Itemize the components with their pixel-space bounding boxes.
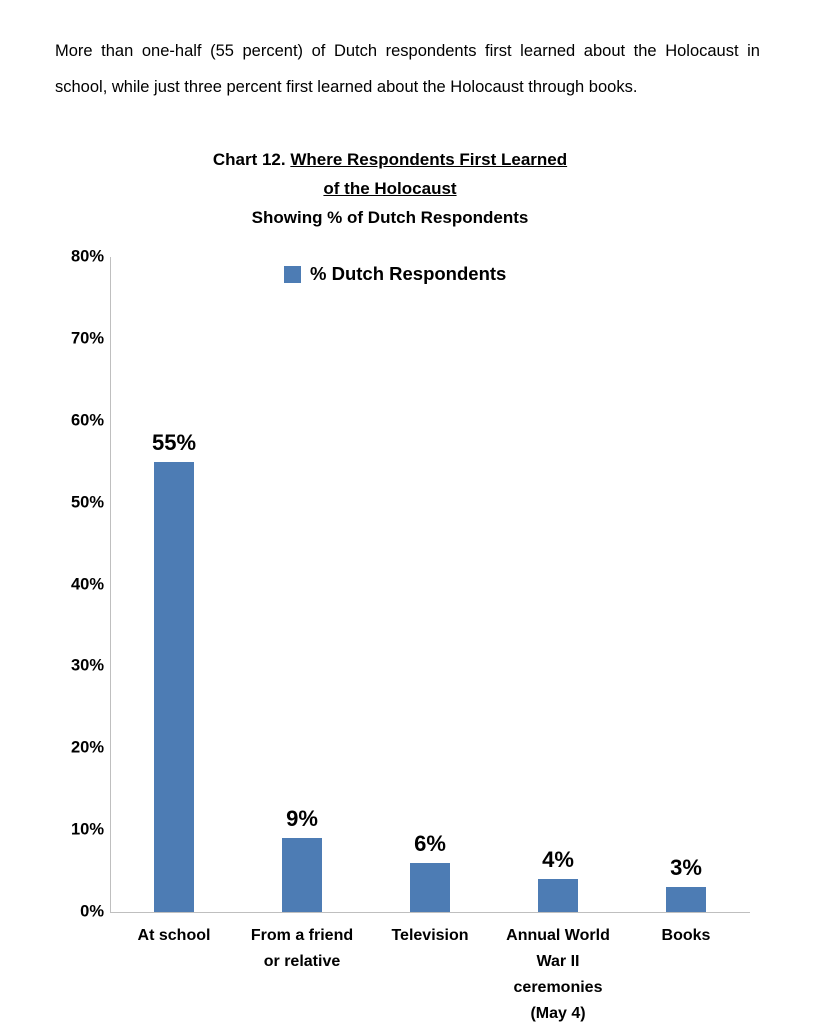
y-axis-labels (48, 247, 104, 921)
bar[interactable] (410, 863, 450, 912)
x-axis-line (110, 912, 750, 913)
legend-label-dutch-respondents: % Dutch Respondents (310, 263, 507, 284)
x-axis-labels (110, 917, 750, 1027)
y-tick-label: 50% (70, 493, 104, 512)
chart-title-prefix: Chart 12. (212, 150, 291, 169)
x-tick-label: From a friend or relative (250, 927, 354, 970)
y-tick-label: 40% (70, 575, 104, 593)
y-tick-label: 30% (70, 656, 104, 675)
chart-title (10, 145, 770, 232)
intro-paragraph: More than one-half (55 percent) of Dutch respondents first learned about the Holocaust in school, while just three percent first learned about the Holocaust through books. (55, 41, 760, 96)
chart-title-main: Where Respondents First Learned (290, 150, 568, 169)
y-tick-label: 20% (70, 738, 104, 757)
bar-value-label: 3% (670, 855, 702, 881)
bar-series (110, 257, 750, 912)
bar-slot (238, 257, 366, 912)
x-tick-label: At school (137, 927, 211, 944)
y-tick-label: 0% (80, 902, 104, 921)
bar-slot (622, 257, 750, 912)
y-tick-label: 60% (70, 411, 104, 430)
chart-title-line-1 (10, 145, 770, 174)
bar-value-label: 6% (414, 830, 446, 856)
bar-slot (494, 257, 622, 912)
bar-slot (366, 257, 494, 912)
x-tick-label: Books (661, 927, 711, 944)
plot-area (70, 247, 750, 1022)
y-tick-label: 80% (70, 247, 104, 266)
bar-slot (110, 257, 238, 912)
chart-title-line-2: of the Holocaust (323, 179, 457, 198)
bar-value-label: 55% (151, 429, 197, 455)
chart-container (0, 145, 820, 1022)
bar[interactable] (154, 462, 194, 912)
bar[interactable] (282, 838, 322, 912)
x-tick-label: Annual World War II ceremonies (May 4) (506, 927, 610, 1022)
bar[interactable] (666, 887, 706, 912)
x-tick-label: Television (391, 927, 469, 944)
bar-value-label: 4% (542, 847, 574, 873)
y-tick-label: 10% (70, 820, 104, 839)
y-tick-label: 70% (70, 329, 104, 348)
chart-subtitle: Showing % of Dutch Respondents (251, 208, 529, 227)
bar[interactable] (538, 879, 578, 912)
bar-value-label: 9% (286, 806, 318, 832)
